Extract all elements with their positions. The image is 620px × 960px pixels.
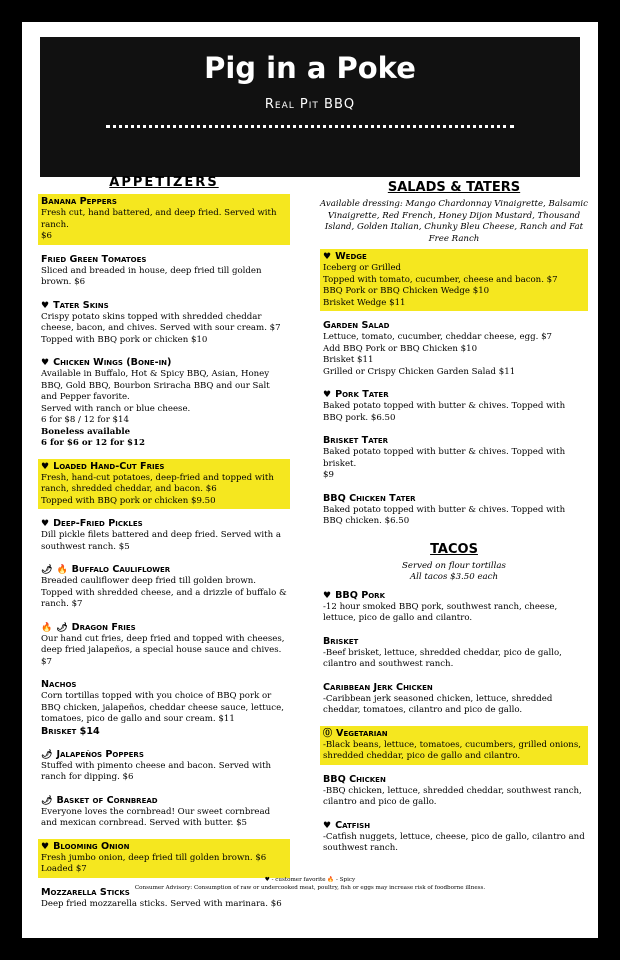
- description-line: -Caribbean jerk seasoned chicken, lettuce, shredded cheddar, tomatoes, cilantro and pico de gallo.: [323, 693, 553, 715]
- bold-line: Boneless available: [41, 426, 131, 437]
- description-line: Crispy potato skins topped with shredded cheddar cheese, bacon, and chives. Served with sour cream. $7: [41, 311, 281, 333]
- menu-item-title: Dragon Fries: [71, 621, 136, 633]
- description-line: $6: [41, 231, 52, 241]
- menu-item-title: Jalapeños Poppers: [56, 748, 144, 760]
- menu-item-title: BBQ Pork: [335, 589, 385, 601]
- description-line: Brisket $11: [323, 355, 374, 365]
- menu-item-name: [323, 389, 585, 401]
- description-line: Topped with BBQ pork or chicken $9.50: [41, 495, 216, 506]
- description-line: -Catfish nuggets, lettuce, cheese, pico de gallo, cilantro and southwest ranch.: [323, 831, 585, 853]
- tacos-note: [320, 561, 588, 584]
- menu-item-description: [323, 263, 585, 309]
- menu-item-description: [41, 634, 287, 669]
- dressing-note: Available dressing: Mango Chardonnay Vinaigrette, Balsamic Vinaigrette, Red French, Honey Dijon Mustard, Thousand Island, Golden Italian, Chunky Bleu Cheese, Ranch and Fat Free Ranch: [320, 199, 588, 244]
- flame-icon: 🔥: [41, 622, 53, 633]
- pepper-icon: 🌶: [56, 622, 68, 633]
- menu-item-description: [323, 740, 585, 763]
- tacos-list: [320, 588, 588, 857]
- description-line: Fresh jumbo onion, deep fried till golden brown. $6: [41, 852, 267, 863]
- menu-item-title: Chicken Wings (Bone-in): [53, 357, 172, 368]
- menu-item-name: [41, 749, 287, 761]
- menu-item-title: Caribbean Jerk Chicken: [323, 681, 433, 693]
- menu-item-name: [323, 636, 585, 648]
- menu-item-name: [41, 622, 287, 634]
- menu-item-description: [41, 691, 287, 726]
- menu-item-description: [323, 602, 585, 625]
- menu-item-title: Loaded Hand-Cut Fries: [53, 460, 165, 472]
- menu-item-description: [323, 786, 585, 809]
- description-line: Available in Buffalo, Hot & Spicy BBQ, Asian, Honey BBQ, Gold BBQ, Bourbon Sriracha BBQ and our Salt and Pepper favorite.: [41, 369, 270, 402]
- menu-item-description: [41, 208, 287, 243]
- description-line: Stuffed with pimento cheese and bacon. Served with ranch for dipping. $6: [41, 760, 272, 782]
- menu-item-title: Deep-Fried Pickles: [53, 518, 143, 529]
- menu-item: [38, 252, 290, 291]
- menu-item: [320, 818, 588, 857]
- menu-item-name: [41, 300, 287, 312]
- menu-item-description: [41, 807, 287, 830]
- menu-item-description: [41, 576, 287, 611]
- salads-list: [320, 249, 588, 530]
- menu-item-title: Basket of Cornbread: [56, 794, 158, 806]
- description-line: Corn tortillas topped with you choice of BBQ pork or BBQ chicken, jalapeños, cheddar cheese sauce, lettuce, tomatoes, pico de gallo and sour cream. $11: [41, 691, 284, 724]
- menu-item-name: [323, 251, 585, 263]
- menu-item-description: [323, 447, 585, 482]
- description-line: -Beef brisket, lettuce, shredded cheddar, pico de gallo, cilantro and southwest ranch.: [323, 647, 562, 669]
- menu-item-title: Blooming Onion: [53, 840, 130, 852]
- heart-icon: ♥: [323, 820, 332, 831]
- menu-item-name: [323, 493, 585, 505]
- menu-item-name: [323, 590, 585, 602]
- menu-item-title: Catfish: [335, 819, 371, 831]
- menu-item-title: Wedge: [335, 251, 367, 262]
- menu-item-name: [323, 682, 585, 694]
- appetizers-title: APPETIZERS: [109, 175, 219, 190]
- description-line: Sliced and breaded in house, deep fried till golden brown. $6: [41, 265, 262, 287]
- menu-item: [38, 194, 290, 245]
- menu-item-description: [41, 530, 287, 553]
- description-line: Deep fried mozzarella sticks. Served with marinara. $6: [41, 898, 282, 909]
- menu-item-name: [41, 196, 287, 208]
- description-line: Served with ranch or blue cheese.: [41, 403, 191, 414]
- menu-item-description: [323, 332, 585, 378]
- menu-item-title: Buffalo Cauliflower: [71, 564, 171, 575]
- menu-item-description: [323, 694, 585, 717]
- menu-item: [38, 677, 290, 740]
- description-line: Loaded $7: [41, 864, 87, 874]
- description-line: 6 for $8 / 12 for $14: [41, 415, 129, 425]
- menu-item-name: [323, 320, 585, 332]
- menu-item: [38, 459, 290, 510]
- right-column: [320, 180, 588, 864]
- menu-item: [320, 491, 588, 530]
- description-line: Topped with tomato, cucumber, cheese and bacon. $7: [323, 274, 558, 285]
- menu-item-title: Banana Peppers: [41, 196, 117, 207]
- menu-item-description: [41, 853, 287, 876]
- heart-icon: ♥: [323, 390, 332, 400]
- menu-item-name: [41, 564, 287, 576]
- menu-item-name: [323, 435, 585, 447]
- description-line: -12 hour smoked BBQ pork, southwest ranch, cheese, lettuce, pico de gallo and cilantro.: [323, 601, 558, 623]
- consumer-advisory: Consumer Advisory: Consumption of raw or undercooked meat, poultry, fish or eggs may increase risk of foodborne illness.: [134, 885, 486, 891]
- menu-item-name: [323, 728, 585, 740]
- description-line: -BBQ chicken, lettuce, shredded cheddar, southwest ranch, cilantro and pico de gallo.: [323, 785, 582, 807]
- menu-item-name: [41, 679, 287, 691]
- menu-item-name: [41, 461, 287, 473]
- menu-item: [38, 562, 290, 613]
- menu-item: [320, 772, 588, 811]
- menu-item: [38, 747, 290, 786]
- heart-icon: ♥: [41, 358, 50, 368]
- menu-item-title: Brisket Tater: [323, 435, 389, 446]
- menu-item-title: Fried Green Tomatoes: [41, 253, 147, 265]
- menu-item-title: Mozzarella Sticks: [41, 886, 130, 898]
- description-line: Breaded cauliflower deep fried till golden brown. Topped with shredded cheese, and a drizzle of buffalo & ranch. $7: [41, 576, 287, 609]
- menu-item-description: [323, 505, 585, 528]
- description-line: Everyone loves the cornbread! Our sweet cornbread and mexican cornbread. Served with butter. $5: [41, 806, 271, 828]
- menu-item: [38, 355, 290, 452]
- extra-price-line: Brisket $14: [41, 725, 100, 737]
- description-line: -Black beans, lettuce, tomatoes, cucumbers, grilled onions, shredded cheddar, pico de gallo and cilantro.: [323, 739, 581, 761]
- heart-icon: ♥: [41, 841, 50, 852]
- menu-item: [38, 620, 290, 671]
- menu-item-title: Vegetarian: [336, 727, 388, 739]
- menu-item-name: [323, 820, 585, 832]
- description-line: Brisket Wedge $11: [323, 297, 406, 308]
- description-line: Fresh cut, hand battered, and deep fried. Served with ranch.: [41, 208, 277, 230]
- menu-item-name: [323, 774, 585, 786]
- menu-item-title: Brisket: [323, 635, 359, 647]
- heart-icon: ♥: [41, 519, 50, 529]
- menu-item: [38, 516, 290, 555]
- description-line: Add BBQ Pork or BBQ Chicken $10: [323, 343, 478, 354]
- menu-item-name: [41, 254, 287, 266]
- description-line: Topped with BBQ pork or chicken $10: [41, 334, 208, 345]
- description-line: Dill pickle filets battered and deep fried. Served with a southwest ranch. $5: [41, 530, 281, 552]
- menu-item-title: Tater Skins: [53, 299, 109, 311]
- appetizers-column: [38, 175, 290, 919]
- heart-icon: ♥: [323, 252, 332, 262]
- appetizers-list: [38, 194, 290, 912]
- description-line: Fresh, hand-cut potatoes, deep-fried and topped with ranch, shredded cheddar, and bacon. $6: [41, 472, 274, 494]
- description-line: Lettuce, tomato, cucumber, cheddar cheese, egg. $7: [323, 332, 553, 342]
- menu-item: [320, 726, 588, 765]
- tacos-title: TACOS: [430, 541, 478, 557]
- menu-item-description: [41, 899, 287, 911]
- menu-item-title: Garden Salad: [323, 320, 390, 331]
- description-line: Our hand cut fries, deep fried and topped with cheeses, deep fried jalapeños, a special house sauce and chives. $7: [41, 633, 285, 667]
- flame-icon: 🔥: [56, 565, 68, 575]
- menu-item: [38, 793, 290, 832]
- menu-item: [320, 433, 588, 484]
- pepper-icon: 🌶: [41, 749, 53, 760]
- menu-item-title: Nachos: [41, 679, 77, 690]
- menu-item: [320, 387, 588, 426]
- pepper-icon: 🌶: [41, 565, 53, 575]
- menu-item: [38, 298, 290, 349]
- menu-item-name: [41, 841, 287, 853]
- menu-item-description: [41, 761, 287, 784]
- menu-item-description: [41, 312, 287, 347]
- menu-item-title: BBQ Chicken Tater: [323, 492, 416, 504]
- menu-item-description: [41, 473, 287, 508]
- menu-item-name: [41, 357, 287, 369]
- description-line: Baked potato topped with butter & chives. Topped with brisket.: [323, 447, 566, 469]
- menu-item: [320, 680, 588, 719]
- tacos-note-line: Served on flour tortillas: [402, 560, 506, 571]
- description-line: $9: [323, 470, 334, 480]
- menu-item: [320, 588, 588, 627]
- menu-item-name: [41, 795, 287, 807]
- menu-item-description: [41, 266, 287, 289]
- tacos-note-line: All tacos $3.50 each: [409, 572, 499, 582]
- restaurant-title: Pig in a Poke: [204, 51, 416, 85]
- icon-legend: ♥ - customer favorite 🔥 - Spicy: [264, 877, 356, 883]
- menu-item-description: [323, 401, 585, 424]
- restaurant-subtitle: Real Pit BBQ: [264, 97, 356, 112]
- menu-header: [40, 37, 580, 177]
- menu-item: [320, 249, 588, 311]
- description-line: Baked potato topped with butter & chives. Topped with BBQ pork. $6.50: [323, 401, 566, 423]
- description-line: BBQ Pork or BBQ Chicken Wedge $10: [323, 286, 490, 296]
- vegetarian-icon: ⓪: [323, 728, 333, 739]
- bold-line: 6 for $6 or 12 for $12: [41, 438, 145, 448]
- heart-icon: ♥: [41, 300, 50, 311]
- description-line: Iceberg or Grilled: [323, 263, 402, 273]
- description-line: Baked potato topped with butter & chives. Topped with BBQ chicken. $6.50: [323, 504, 566, 526]
- menu-item-name: [41, 518, 287, 530]
- menu-item-title: Pork Tater: [335, 389, 389, 400]
- heart-icon: ♥: [41, 461, 50, 472]
- pepper-icon: 🌶: [41, 795, 53, 806]
- menu-item: [320, 318, 588, 380]
- menu-item-title: BBQ Chicken: [323, 773, 386, 785]
- menu-item: [320, 634, 588, 673]
- menu-item: [38, 839, 290, 878]
- menu-item-description: [323, 648, 585, 671]
- heart-icon: ♥: [323, 590, 332, 601]
- salads-title: SALADS & TATERS: [387, 180, 521, 195]
- menu-item-description: [323, 832, 585, 855]
- dotted-divider: [106, 125, 514, 128]
- description-line: Grilled or Crispy Chicken Garden Salad $11: [323, 366, 516, 377]
- menu-item-description: [41, 369, 287, 450]
